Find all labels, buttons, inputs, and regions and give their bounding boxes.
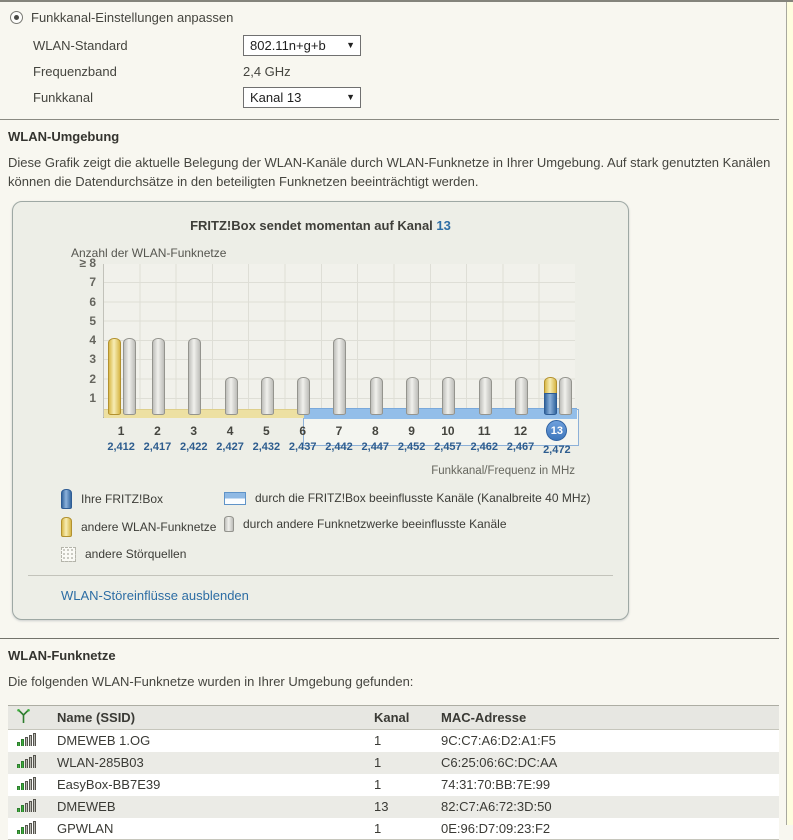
legend-item xyxy=(224,515,591,533)
chart-bar-slot xyxy=(358,264,394,417)
legend-item xyxy=(224,489,591,507)
wlan-environment-chart-panel xyxy=(12,201,629,620)
ssid-cell: DMEWEB xyxy=(57,799,116,814)
radio-label: Funkkanal-Einstellungen anpassen xyxy=(31,10,234,25)
radio-selected-icon[interactable] xyxy=(10,11,23,24)
x-tick-cell xyxy=(176,418,212,453)
channel-settings-form xyxy=(33,32,793,110)
mac-cell: 82:C7:A6:72:3D:50 xyxy=(441,799,552,814)
channel-number: 7 xyxy=(335,424,343,438)
antenna-icon xyxy=(17,709,30,724)
influenced-channel-bar xyxy=(479,377,492,416)
mac-cell: C6:25:06:6C:DC:AA xyxy=(441,755,558,770)
chart-plot xyxy=(103,264,575,418)
channel-number: 1 xyxy=(117,424,125,438)
hide-interference-link[interactable]: WLAN-Störeinflüsse ausblenden xyxy=(61,588,249,603)
chart-bar-slot xyxy=(467,264,503,417)
x-tick-cell xyxy=(103,418,139,453)
y-tick-label: 7 xyxy=(89,275,96,290)
legend-column-2 xyxy=(224,489,591,571)
channel-number: 12 xyxy=(513,424,528,438)
chart-bar-slot xyxy=(540,264,576,417)
signal-cell xyxy=(8,774,56,796)
x-tick-cell xyxy=(139,418,175,453)
legend-label: durch die FRITZ!Box beeinflusste Kanäle (Kanalbreite 40 MHz) xyxy=(255,491,591,505)
channel-frequency: 2,457 xyxy=(434,441,462,453)
active-channel-badge: 13 xyxy=(546,420,567,441)
kanal-cell: 1 xyxy=(374,755,382,770)
x-tick-cell xyxy=(430,418,466,453)
chart-bar-slot xyxy=(104,264,140,417)
section-divider xyxy=(0,119,779,120)
mac-column-header: MAC-Adresse xyxy=(441,710,527,725)
chart-plot-wrap xyxy=(79,256,575,418)
funkkanal-label: Funkkanal xyxy=(33,89,93,105)
kanal-cell: 1 xyxy=(374,820,382,836)
influenced-channel-bar xyxy=(123,338,136,415)
influenced-channel-bar xyxy=(152,338,165,415)
influenced-bar-icon xyxy=(224,516,234,532)
chart-bar-slot xyxy=(503,264,539,417)
signal-strength-icon xyxy=(17,776,36,790)
table-header-row xyxy=(8,706,779,730)
channel-frequency: 2,462 xyxy=(470,441,498,453)
funknetze-description: Die folgenden WLAN-Funknetze wurden in Ihrer Umgebung gefunden: xyxy=(8,674,414,689)
kanal-column-header: Kanal xyxy=(374,710,410,725)
other-network-bar xyxy=(108,338,121,415)
signal-cell xyxy=(8,730,56,752)
table-row xyxy=(8,796,779,818)
chart-bar-slot xyxy=(286,264,322,417)
chart-legend xyxy=(61,489,628,571)
chart-title-channel: 13 xyxy=(436,218,451,233)
frequenzband-value: 2,4 GHz xyxy=(243,63,291,79)
channel-frequency: 2,427 xyxy=(216,441,244,453)
ssid-cell: DMEWEB 1.OG xyxy=(57,733,151,749)
name-column-header: Name (SSID) xyxy=(57,710,136,725)
mac-cell: 74:31:70:BB:7E:99 xyxy=(441,777,551,792)
x-tick-cell xyxy=(248,418,284,453)
chart-bar-slot xyxy=(213,264,249,417)
stacked-bar xyxy=(544,377,557,415)
legend-label: durch andere Funknetzwerke beeinflusste Kanäle xyxy=(243,517,507,531)
mac-cell: 9C:C7:A6:D2:A1:F5 xyxy=(441,733,556,749)
x-tick-cell xyxy=(466,418,502,453)
channel-frequency: 2,422 xyxy=(179,441,208,453)
chart-bar-slot xyxy=(140,264,176,417)
funkkanal-select[interactable] xyxy=(243,87,361,108)
influenced-channel-bar xyxy=(515,377,528,416)
channel-number: 4 xyxy=(226,424,234,438)
influence-band-icon xyxy=(224,492,246,505)
channel-number: 8 xyxy=(371,424,379,438)
fritzbox-bar xyxy=(544,393,557,415)
signal-cell xyxy=(8,818,56,840)
signal-strength-icon xyxy=(17,732,36,746)
x-tick-cell xyxy=(539,418,575,456)
channel-number: 9 xyxy=(408,424,415,438)
wlan-standard-value: 802.11n+g+b xyxy=(250,37,326,53)
ssid-cell: WLAN-285B03 xyxy=(57,755,144,770)
influenced-channel-bar xyxy=(261,377,274,416)
chart-bar-slot xyxy=(394,264,430,417)
legend-item xyxy=(61,489,224,509)
y-tick-label: ≥ 8 xyxy=(79,256,96,270)
umgebung-heading: WLAN-Umgebung xyxy=(8,129,120,144)
wlan-networks-table xyxy=(8,705,779,840)
funkkanal-value: Kanal 13 xyxy=(250,89,302,105)
channel-frequency: 2,442 xyxy=(325,441,353,453)
legend-column-1 xyxy=(61,489,224,571)
x-tick-cell xyxy=(502,418,538,453)
panel-divider xyxy=(28,575,613,576)
funkkanal-row xyxy=(33,84,793,110)
ssid-cell: GPWLAN xyxy=(57,820,114,836)
channel-number: 10 xyxy=(441,424,455,438)
y-tick-label: 3 xyxy=(89,352,96,367)
legend-item xyxy=(61,517,224,537)
signal-strength-icon xyxy=(17,798,36,812)
influenced-channel-bar xyxy=(333,338,346,415)
channel-frequency: 2,447 xyxy=(361,441,390,453)
signal-cell xyxy=(8,796,56,818)
influenced-channel-bar xyxy=(297,377,310,416)
y-tick-label: 1 xyxy=(89,390,96,405)
chart-xaxis xyxy=(103,418,583,462)
channel-frequency: 2,417 xyxy=(143,441,172,453)
legend-label: andere Störquellen xyxy=(85,547,187,561)
table-row xyxy=(8,818,779,840)
channel-number: 6 xyxy=(299,424,307,438)
legend-label: andere WLAN-Funknetze xyxy=(81,520,217,534)
y-tick-label: 2 xyxy=(89,371,96,386)
channel-number: 2 xyxy=(154,424,161,438)
wlan-standard-select[interactable] xyxy=(243,35,361,56)
frequenzband-row xyxy=(33,58,793,84)
chart-bar-slot xyxy=(431,264,467,417)
chart-bar-slot xyxy=(249,264,285,417)
mac-cell: 0E:96:D7:09:23:F2 xyxy=(441,820,551,836)
channel-frequency: 2,452 xyxy=(397,441,426,453)
channel-frequency: 2,412 xyxy=(107,441,135,453)
influenced-channel-bar xyxy=(442,377,455,416)
x-tick-cell xyxy=(285,418,321,453)
channel-number: 3 xyxy=(190,424,198,438)
wlan-standard-label: WLAN-Standard xyxy=(33,37,128,53)
legend-item xyxy=(61,545,224,563)
frequenzband-label: Frequenzband xyxy=(33,63,117,79)
x-tick-cell xyxy=(212,418,248,453)
channel-frequency: 2,467 xyxy=(506,441,535,453)
other-network-bar xyxy=(544,377,557,393)
table-body xyxy=(8,730,779,840)
channel-number: 5 xyxy=(263,424,270,438)
funkkanal-settings-radio-row[interactable] xyxy=(10,10,793,25)
chart-title xyxy=(13,218,628,233)
y-tick-label: 4 xyxy=(89,333,96,347)
chevron-down-icon: ▼ xyxy=(346,92,355,102)
legend-label: Ihre FRITZ!Box xyxy=(81,492,164,506)
chart-bar-slot xyxy=(322,264,358,417)
section-divider xyxy=(0,638,779,639)
kanal-cell: 13 xyxy=(374,799,389,814)
signal-strength-icon xyxy=(17,754,36,768)
influenced-channel-bar xyxy=(225,377,238,416)
chart-title-text: FRITZ!Box sendet momentan auf Kanal xyxy=(190,218,433,233)
chart-y-axis-title: Anzahl der WLAN-Funknetze xyxy=(71,246,227,260)
ssid-cell: EasyBox-BB7E39 xyxy=(57,777,161,792)
fritzbox-bar-icon xyxy=(61,489,72,509)
interference-icon xyxy=(61,547,76,562)
funknetze-heading: WLAN-Funknetze xyxy=(8,648,116,663)
table-row xyxy=(8,774,779,796)
x-tick-cell xyxy=(357,418,393,453)
chart-x-axis-title: Funkkanal/Frequenz in MHz xyxy=(431,465,575,477)
table-row xyxy=(8,752,779,774)
y-tick-label: 5 xyxy=(89,313,96,328)
other-bar-icon xyxy=(61,517,72,537)
wlan-standard-row xyxy=(33,32,793,58)
page-right-strip xyxy=(786,2,793,825)
chevron-down-icon: ▼ xyxy=(346,40,355,50)
umgebung-description: Diese Grafik zeigt die aktuelle Belegung der WLAN-Kanäle durch WLAN-Funknetze in Ihrer Umgebung. Auf stark genutzten Kanälen können die Datendurchsätze in den beteiligten Funknetzen beeinträchtigt werden. xyxy=(8,155,771,189)
channel-frequency: 2,432 xyxy=(252,441,281,453)
table-row xyxy=(8,730,779,752)
influenced-channel-bar xyxy=(370,377,383,416)
channel-frequency: 2,472 xyxy=(543,444,571,456)
chart-bar-slot xyxy=(177,264,213,417)
y-tick-label: 6 xyxy=(89,294,96,309)
channel-frequency: 2,437 xyxy=(288,441,317,453)
kanal-cell: 1 xyxy=(374,733,382,749)
kanal-cell: 1 xyxy=(374,777,382,792)
x-tick-cell xyxy=(321,418,357,453)
influenced-channel-bar xyxy=(188,338,201,415)
signal-strength-icon xyxy=(17,820,36,834)
influenced-channel-bar xyxy=(559,377,572,416)
channel-number: 11 xyxy=(477,424,491,438)
influenced-channel-bar xyxy=(406,377,419,416)
x-tick-cell xyxy=(393,418,429,453)
signal-cell xyxy=(8,752,56,774)
signal-column-header xyxy=(8,706,56,730)
